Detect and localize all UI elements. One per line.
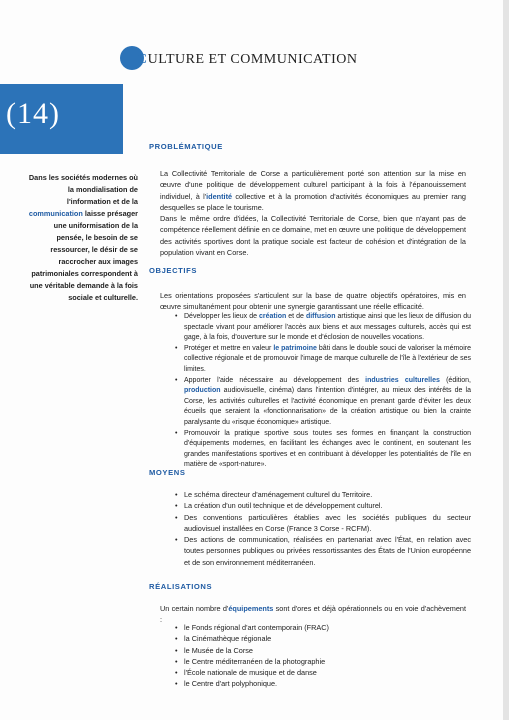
problematique-paragraph-1 [160,168,466,213]
text: bâti dans le double souci de valoriser la mémoire collective régionale et de promouvoir l'image de marque culturelle de l'île à l'extérieur de ses limites. [184,344,471,373]
list-item [175,312,471,344]
text: collective et à la promotion d'activités économiques au premier rang desquelles se place le tourisme. [160,191,466,212]
text: Protéger et mettre en valeur [184,344,274,352]
objectifs-intro: Les orientations proposées s'articulent sur la base de quatre objectifs opératoires, mis en œuvre simultanément pour obtenir une synergie garantissant une réelle efficacité. [160,291,466,312]
section-title-objectifs: OBJECTIFS [149,266,198,275]
list-item: • Des conventions particulières établies avec les sociétés publiques du secteur audiovisuel installées en Corse (France 3 Corse - RCFM). [175,512,471,535]
text: sont d'ores et déjà opérationnels ou en voie d'achèvement : [160,604,466,625]
keyword-patrimoine: le patrimoine [273,344,317,352]
text: audiovisuelle, cinéma) dans l'intention d'intégrer, au mieux des intérêts de la Corse, les activités culturelles et l'activité économique en prenant garde d'éviter les deux écueils que seraient la «fonctionnarisation» de la création artistique ou bien la crainte paralysante du «risque économique» artistique. [184,387,471,426]
list-item: • la Cinémathèque régionale [175,633,471,644]
list-item: • Des actions de communication, réalisées en partenariat avec l'État, en relation avec toutes personnes publiques ou privées ressortissantes des États de l'Union européenne et de son environnement méditerranéen. [175,534,471,568]
list-item: • Le schéma directeur d'aménagement culturel du Territoire. [175,489,471,500]
text: et de [286,313,306,320]
keyword-industries-culturelles: industries culturelles [365,376,440,384]
problematique-paragraph-2: Dans le même ordre d'idées, la Collectivité Territoriale de Corse, bien que n'ayant pas de compétence réellement définie en ce domaine, met en œuvre une politique de développement des activités sportives dont la pratique sociale est facteur de cohésion et d'intégration de la population vivant en Corse. [160,214,466,257]
page-spine-shadow [503,0,509,720]
text: artistique ainsi que les lieux de diffusion du spectacle vivant pour améliorer l'accès aux biens et aux messages culturels, accès qui est gage, à la fois, d'ouverture sur le monde et d'éclosion de nouvelles vocations. [184,313,471,342]
text: La Collectivité Territoriale de Corse a particulièrement porté son attention sur la mise en œuvre d'une politique de développement culturel participant à la fois à l'épanouissement individuel, à l' [160,169,466,201]
title-rest: ULTURE ET COMMUNICATION [147,52,358,67]
page-title [137,52,357,68]
sidebar-text-1: Dans les sociétés modernes où la mondialisation de l'information et de la [28,173,138,206]
text: Un certain nombre d' [160,604,229,613]
title-initial: C [137,52,148,67]
text: Développer les lieux de [184,313,260,320]
list-item: • le Centre méditerranéen de la photographie [175,656,471,667]
objectifs-list [175,312,471,471]
keyword-creation: création [259,313,287,320]
list-item: • l'École nationale de musique et de danse [175,667,471,678]
list-item: • La création d'un outil technique et de développement culturel. [175,500,471,511]
keyword-production: production [184,387,221,395]
list-item: • Promouvoir la pratique sportive sous toutes ses formes en finançant la construction d'équipements modernes, en facilitant les échanges avec le continent, en soutenant les grandes manifestations sportives et en contribuant à développer les potentialités de l'île en matière de «sport-nature». [175,429,471,471]
realisations-list [175,622,471,690]
chapter-number: (14) [6,97,60,130]
text: (édition, [439,376,471,384]
sidebar-keyword: communication [28,209,83,218]
moyens-list [175,489,471,568]
list-item: • le Centre d'art polyphonique. [175,678,471,689]
section-title-realisations: RÉALISATIONS [149,582,213,591]
section-title-moyens: MOYENS [149,468,186,477]
sidebar-quote [28,172,138,304]
list-item [175,376,471,429]
keyword-identite: identité [206,191,233,201]
list-item [175,344,471,376]
keyword-diffusion: diffusion [305,313,336,320]
sidebar-text-2: laisse présager une uniformisation de la pensée, le besoin de se ressourcer, le désir de se raccrocher aux images patrimoniales correspondent à une véritable demande à la fois sociale et culturelle. [29,209,138,302]
text: Apporter l'aide nécessaire au développement des [184,376,366,384]
section-title-problematique: PROBLÉMATIQUE [149,142,223,151]
list-item: • le Musée de la Corse [175,645,471,656]
keyword-equipements: équipements [228,604,274,613]
list-item: • le Fonds régional d'art contemporain (FRAC) [175,622,471,633]
